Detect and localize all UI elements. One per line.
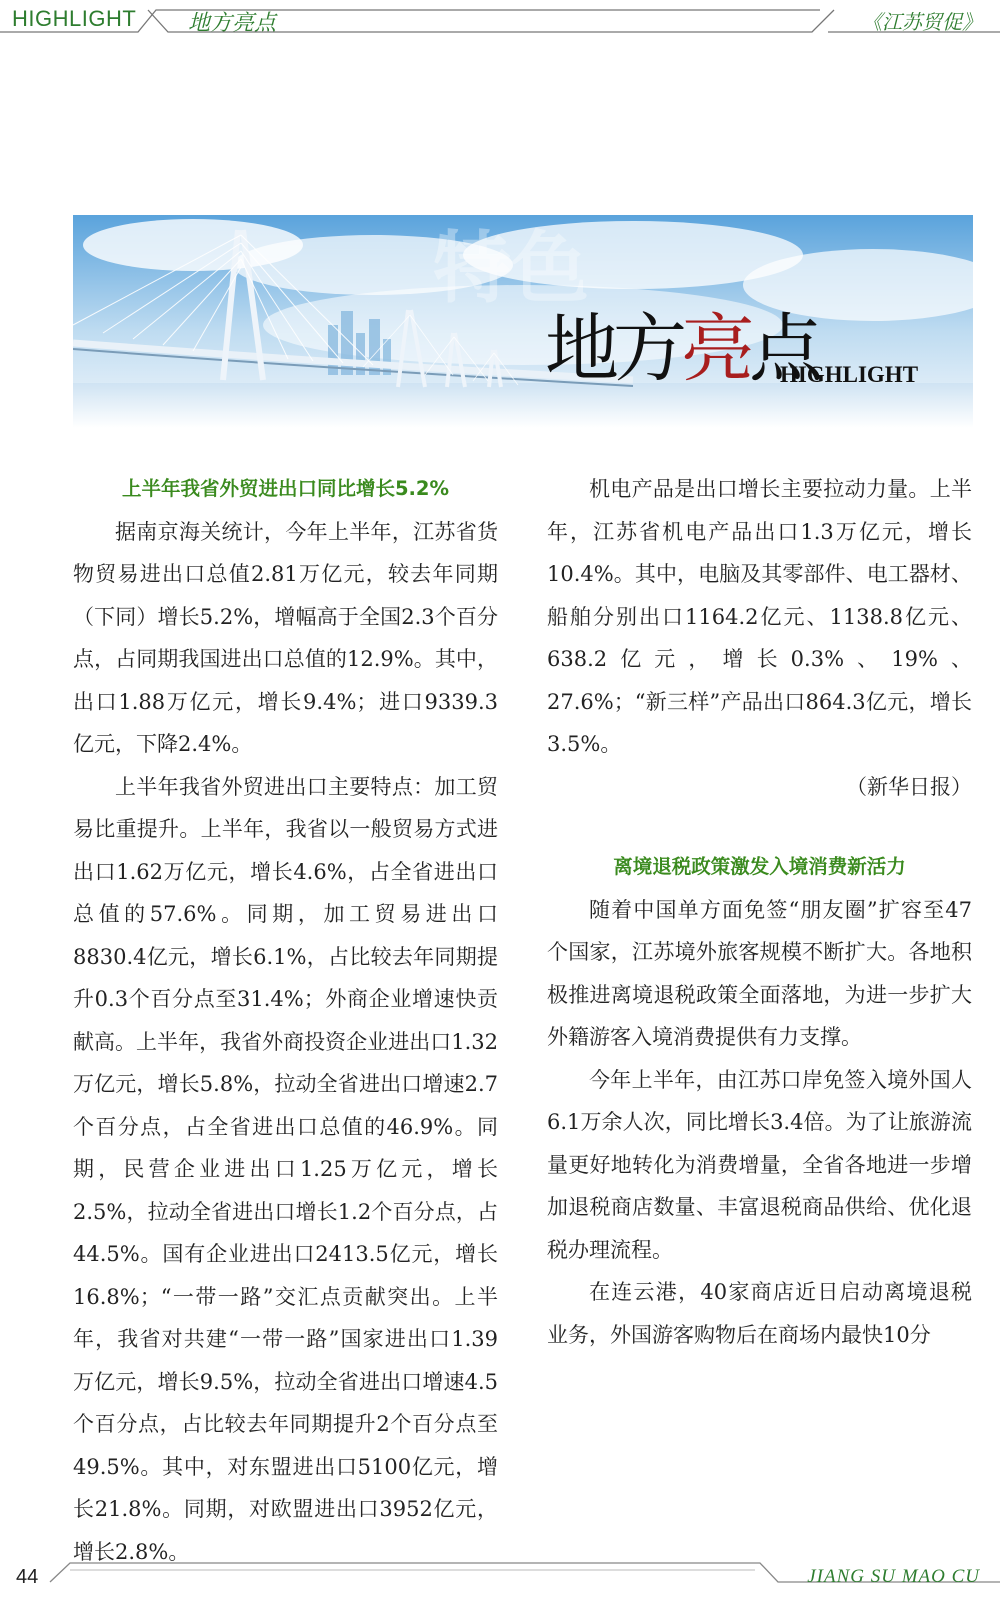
article2-paragraph-1: 随着中国单方面免签“朋友圈”扩容至47个国家，江苏境外旅客规模不断扩大。各地积极推进离境退税政策全面落地，为进一步扩大外籍游客入境消费提供有力支撑。 [547,897,972,1049]
article-gap [547,808,972,846]
article1-paragraph-1: 据南京海关统计，今年上半年，江苏省货物贸易进出口总值2.81万亿元，较去年同期（下同）增长5.2%，增幅高于全国2.3个百分点，占同期我国进出口总值的12.9%。其中，出口1.88万亿元，增长9.4%；进口9339.3亿元，下降2.4%。 [73,519,498,756]
section-banner-image [73,215,973,428]
article1-paragraph-2: 上半年我省外贸进出口主要特点：加工贸易比重提升。上半年，我省以一般贸易方式进出口1.62万亿元，增长4.6%，占全省进出口总值的57.6%。同期，加工贸易进出口8830.4亿元，增长6.1%，占比较去年同期提升0.3个百分点至31.4%；外商企业增速快贡献高。上半年，我省外商投资企业进出口1.32万亿元，增长5.8%，拉动全省进出口增速2.7个百分点，占全省进出口总值的46.9%。同期，民营企业进出口1.25万亿元，增长2.5%，拉动全省进出口增长1.2个百分点，占44.5%。国有企业进出口2413.5亿元，增长16.8%；“一带一路”交汇点贡献突出。上半年，我省对共建“一带一路”国家进出口1.39万亿元，增长9.5%，拉动全省进出口增速4.5个百分点，占比较去年同期提升2个百分点至49.5%。其中，对东盟进出口5100亿元，增长21.8%。同期，对欧盟进出口3952亿元，增长2.8%。 [73,774,498,1564]
svg-text:特色: 特色 [433,224,590,314]
article1-paragraph-3: 机电产品是出口增长主要拉动力量。上半年，江苏省机电产品出口1.3万亿元，增长10.4%。其中，电脑及其零部件、电工器材、船舶分别出口1164.2亿元、1138.8亿元、638.2亿元，增长0.3%、19%、27.6%；“新三样”产品出口864.3亿元，增长3.5%。 [547,477,972,756]
page-number: 44 [16,1566,39,1588]
header-section-script: 地方亮点 [188,11,277,36]
footer-journal-name: JIANG SU MAO CU [807,1566,980,1587]
article1-title: 上半年我省外贸进出口同比增长5.2% [121,477,450,500]
banner-title-english: HIGHLIGHT [780,362,919,387]
banner-title-b: 亮 [681,306,749,392]
article2-paragraph-3: 在连云港，40家商店近日启动离境退税业务，外国游客购物后在商场内最快10分 [547,1280,972,1347]
article-column-right [547,468,972,1356]
article1-source: （新华日报） [846,774,972,799]
article2-paragraph-2: 今年上半年，由江苏口岸免签入境外国人6.1万余人次，同比增长3.4倍。为了让旅游流量更好地转化为消费增量，全省各地进一步增加退税商店数量、丰富退税商品供给、优化退税办理流程。 [547,1067,972,1262]
banner-title-a: 地方 [545,306,681,392]
article-column-left [73,468,498,1573]
banner-title-c: 点 [749,306,817,392]
header-journal-name: 《江苏贸促》 [862,10,982,34]
banner-title [545,290,817,396]
header-section-label: HIGHLIGHT [12,6,137,31]
article2-title: 离境退税政策激发入境消费新活力 [613,855,906,878]
